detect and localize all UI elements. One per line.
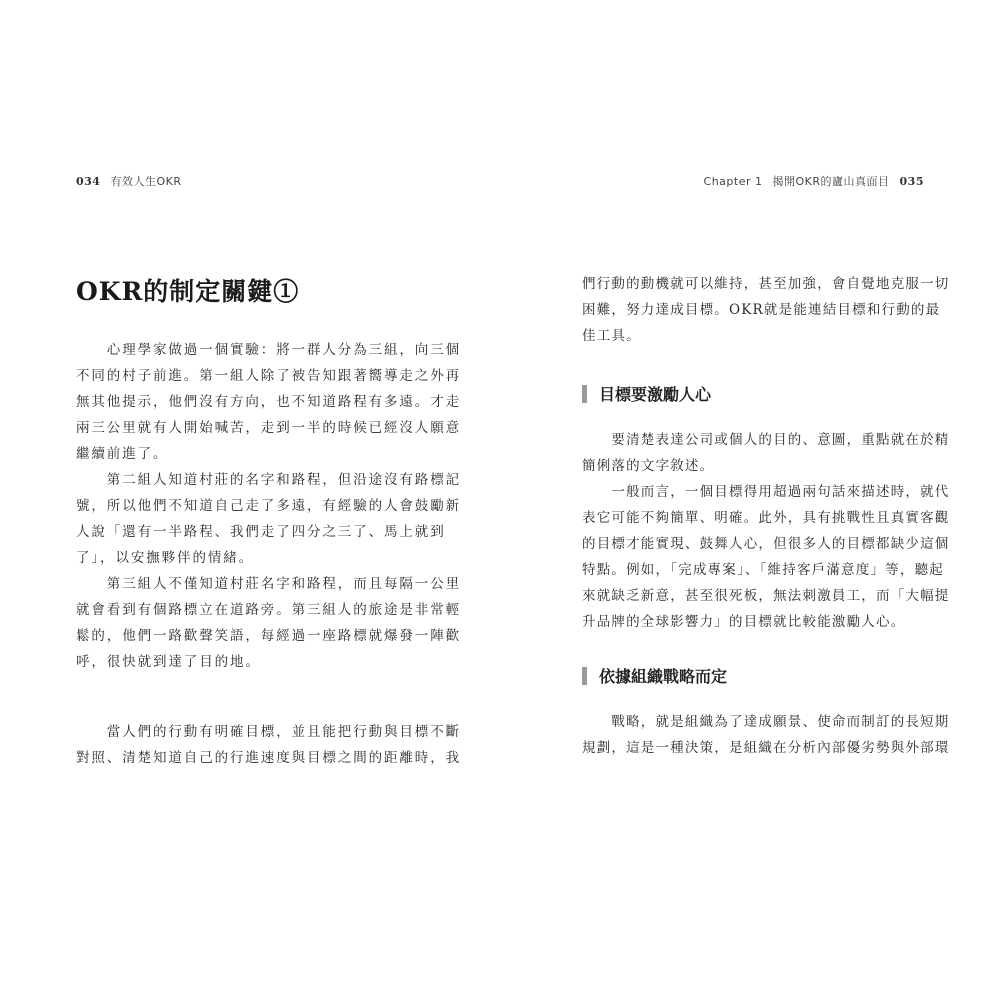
text-line: 的目標才能實現、鼓舞人心，但很多人的目標都缺少這個	[582, 536, 950, 552]
text-line: 呼，很快就到達了目的地。	[76, 654, 261, 670]
text-line: 就會看到有個路標立在道路旁。第三組人的旅途是非常輕	[76, 602, 461, 618]
section-heading-strategy	[582, 667, 727, 687]
intro-paragraphs	[76, 337, 461, 675]
chapter-name: 揭開OKR的廬山真面目	[772, 175, 890, 188]
closing-paragraph	[76, 719, 461, 771]
text-line: 簡俐落的文字敘述。	[582, 458, 715, 474]
text-line: 困難，努力達成目標。OKR就是能連結目標和行動的最	[582, 302, 941, 318]
continued-paragraph	[582, 271, 950, 349]
chapter-title: OKR的制定關鍵①	[76, 277, 300, 306]
left-page-number: 034	[76, 175, 101, 188]
text-line: 表它可能不夠簡單、明確。此外，具有挑戰性且真實客觀	[582, 510, 950, 526]
text-line: 來就缺乏新意，甚至很死板，無法刺激員工，而「大幅提	[582, 588, 950, 604]
text-line: 佳工具。	[582, 328, 641, 344]
right-page-number: 035	[899, 175, 924, 188]
text-line: 兩三公里就有人開始喊苦，走到一半的時候已經沒人願意	[76, 420, 461, 436]
text-line: 規劃，這是一種決策，是組織在分析內部優劣勢與外部環	[582, 740, 950, 756]
text-line: 特點。例如，「完成專案」、「維持客戶滿意度」等，聽起	[582, 562, 944, 578]
section-heading-text: 目標要激勵人心	[599, 385, 712, 404]
text-line: 要清楚表達公司或個人的目的、意圖，重點就在於精	[582, 432, 950, 448]
right-page	[500, 0, 1000, 1000]
text-line: 一般而言，一個目標得用超過兩句話來描述時，就代	[582, 484, 950, 500]
section-strategy-body	[582, 709, 950, 761]
text-line: 號，所以他們不知道自己走了多遠，有經驗的人會鼓勵新	[76, 498, 461, 514]
text-line: 無其他提示，他們沒有方向，也不知道路程有多遠。才走	[76, 394, 461, 410]
text-line: 心理學家做過一個實驗：將一群人分為三組，向三個	[76, 342, 461, 358]
text-line: 對照、清楚知道自己的行進速度與目標之間的距離時，我	[76, 750, 461, 766]
text-line: 當人們的行動有明確目標，並且能把行動與目標不斷	[76, 724, 461, 740]
heading-bar-marker	[582, 385, 587, 403]
section-motivate-body	[582, 427, 950, 635]
heading-bar-marker	[582, 667, 587, 685]
text-line: 不同的村子前進。第一組人除了被告知跟著嚮導走之外再	[76, 368, 461, 384]
text-line: 人說「還有一半路程、我們走了四分之三了、馬上就到	[76, 524, 446, 540]
text-line: 第三組人不僅知道村莊名字和路程，而且每隔一公里	[76, 576, 461, 592]
text-line: 們行動的動機就可以維持，甚至加強，會自覺地克服一切	[582, 276, 950, 292]
right-running-head	[704, 173, 924, 189]
section-heading-motivate	[582, 385, 711, 405]
book-title: 有效人生OKR	[110, 175, 182, 188]
text-line: 鬆的，他們一路歡聲笑語，每經過一座路標就爆發一陣歡	[76, 628, 461, 644]
text-line: 第二組人知道村莊的名字和路程，但沿途沒有路標記	[76, 472, 461, 488]
text-line: 了」，以安撫夥伴的情緒。	[76, 550, 255, 566]
text-line: 戰略，就是組織為了達成願景、使命而制訂的長短期	[582, 714, 950, 730]
text-line: 升品牌的全球影響力」的目標就比較能激勵人心。	[582, 614, 906, 630]
section-heading-text: 依據組織戰略而定	[599, 667, 728, 686]
text-line: 繼續前進了。	[76, 446, 169, 462]
left-running-head	[76, 173, 181, 189]
chapter-label: Chapter 1	[703, 175, 763, 188]
